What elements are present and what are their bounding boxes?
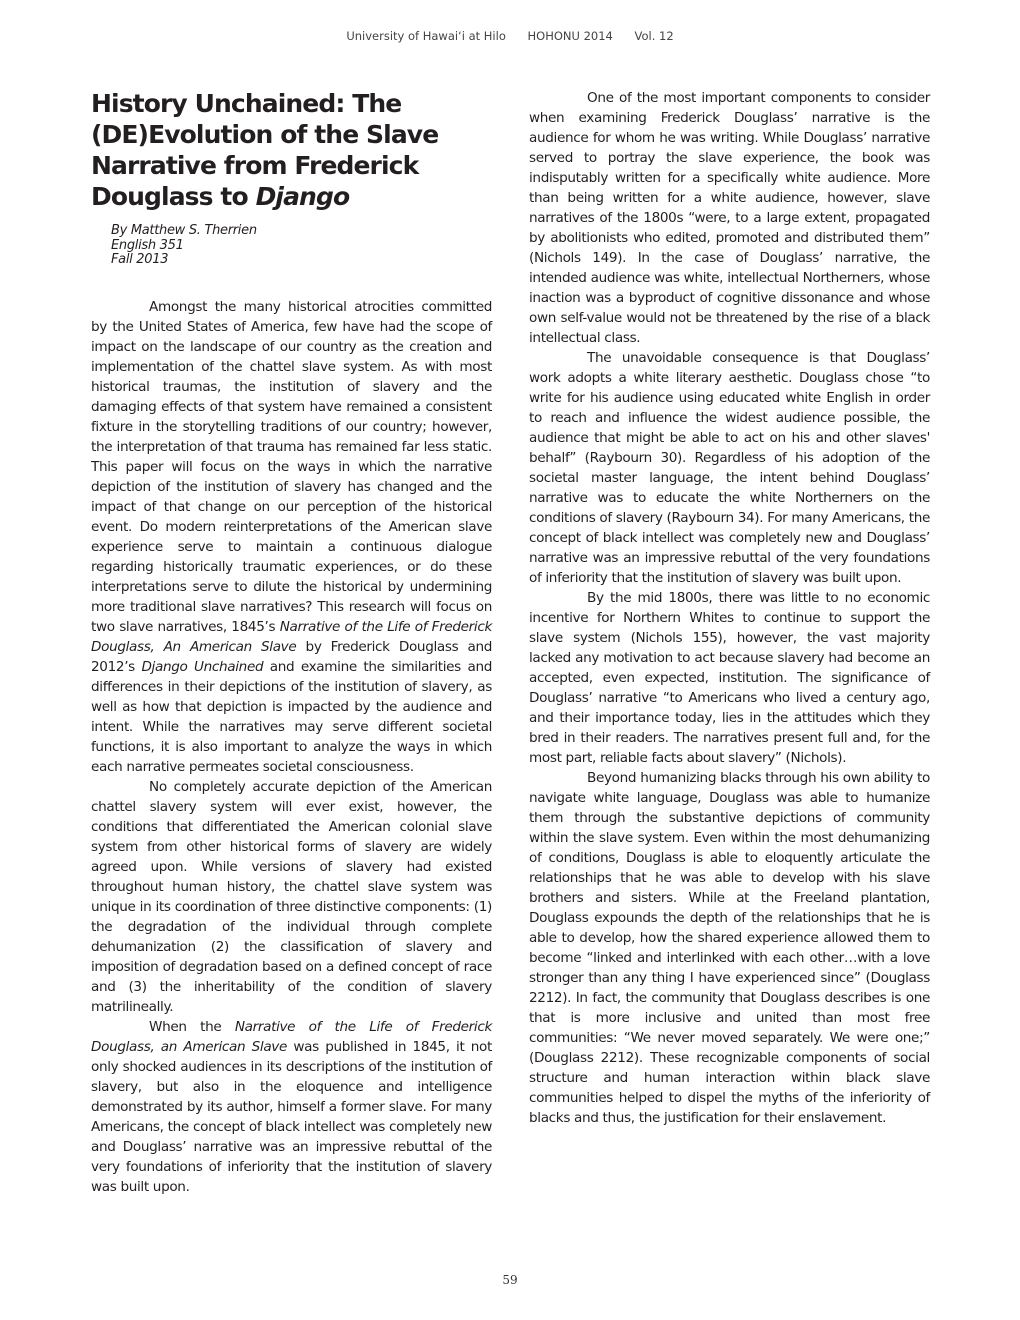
header-institution: University of Hawai‘i at Hilo bbox=[346, 29, 506, 43]
film-title: Django Unchained bbox=[141, 658, 264, 675]
title-line-1: History Unchained: The bbox=[91, 89, 402, 118]
paragraph-chattel-system: No completely accurate depiction of the American chattel slavery system will ever exist, however, the conditions that differentiated the American colonial slave system from other historical forms of slavery are widely agreed upon. While versions of slavery had existed throughout human history, the chattel slave system was unique in its coordination of three distinctive components: (1) the degradation of the individual through complete dehumanization (2) the classification of slavery and imposition of degradation based on a defined concept of race and (3) the inheritability of the condition of slavery matrilineally. bbox=[91, 778, 492, 1015]
byline bbox=[111, 224, 492, 268]
paragraph-intro: Amongst the many historical atrocities committed by the United States of America, few have had the scope of impact on the landscape of our country as the creation and implementation of the chattel slave system. As with most historical traumas, the institution of slavery and the damaging effects of that system have remained a consistent fixture in the storytelling traditions of our country; however, the interpretation of that trauma has remained far less static. This paper will focus on the ways in which the narrative depiction of the institution of slavery has changed and the impact of that change on our perception of the historical event. Do modern reinterpretations of the American slave experience serve to maintain a continuous dialogue regarding historically traumatic experiences, or do these interpretations serve to dilute the historical by undermining more traditional slave narratives? This research will focus on two slave narratives, 1845’s Narrative of the Life of Frederick Douglass, An American Slave by Frederick Douglass and 2012’s Django Unchained and examine the similarities and differences in their depictions of the institution of slavery, as well as how that depiction is impacted by the audience and intent. While the narratives may serve different societal functions, it is also important to analyze the ways in which each narrative permeates societal consciousness. bbox=[91, 298, 493, 775]
right-column bbox=[529, 88, 930, 1128]
left-column bbox=[91, 88, 492, 1197]
header-journal: HOHONU 2014 bbox=[527, 29, 613, 43]
paragraph-audience: One of the most important components to consider when examining Frederick Douglass’ narrative is the audience for whom he was writing. While Douglass’ narrative served to portray the slave experience, the book was indisputably written for a specifically white audience. More than being written for a white audience, however, slave narratives of the 1800s “were, to a large extent, propagated by abolitionists who edited, promoted and distributed them” (Nichols 149). In the case of Douglass’ narrative, the intended audience was white, intellectual Northerners, whose inaction was a byproduct of cognitive dissonance and whose own self-value would not be threatened by the rise of a black intellectual class. bbox=[529, 90, 930, 346]
page-number: 59 bbox=[502, 1273, 518, 1287]
course: English 351 bbox=[111, 237, 184, 253]
title-line-3: Narrative from Frederick bbox=[91, 151, 419, 180]
book-title: Narrative of the Life of Frederick Douglass, An American Slave bbox=[91, 618, 492, 655]
title-django: Django bbox=[255, 182, 350, 211]
book-title: Narrative of the Life of Frederick Douglass, an American Slave bbox=[91, 1018, 492, 1055]
running-header bbox=[0, 29, 1020, 43]
title-line-2: (DE)Evolution of the Slave bbox=[91, 120, 439, 149]
paragraph-economic-incentive: By the mid 1800s, there was little to no economic incentive for Northern Whites to continue to support the slave system (Nichols 155), however, the vast majority lacked any motivation to act because slavery had become an accepted, even expected, institution. The significance of Douglass’ narrative “to Americans who lived a century ago, and their importance today, lies in the attitudes which they bred in their readers. The narratives present full and, for the most part, reliable facts about slavery” (Nichols). bbox=[529, 590, 930, 766]
header-volume: Vol. 12 bbox=[634, 29, 674, 43]
paragraph-literary-aesthetic: The unavoidable consequence is that Douglass’ work adopts a white literary aesthetic. Douglass chose “to write for his audience using educated white English in order to reach and influence the widest audience possible, the audience that might be able to act on his and other slaves' behalf” (Raybourn 30). Regardless of his adoption of the societal master language, the intent behind Douglass’ narrative was to educate the white Northerners on the conditions of slavery (Raybourn 34). For many Americans, the concept of black intellect was completely new and Douglass’ narrative was an impressive rebuttal of the very foundations of inferiority that the institution of slavery was built upon. bbox=[529, 350, 930, 586]
title-line-4: Douglass to bbox=[91, 182, 256, 211]
paragraph-publication: When the Narrative of the Life of Frederick Douglass, an American Slave was published in 1845, it not only shocked audiences in its descriptions of the institution of slavery, but also in the eloquence and intelligence demonstrated by its author, himself a former slave. For many Americans, the concept of black intellect was completely new and Douglass’ narrative was an impressive rebuttal of the very foundations of inferiority that the institution of slavery was built upon. bbox=[91, 1018, 492, 1195]
author: By Matthew S. Therrien bbox=[111, 223, 257, 238]
term: Fall 2013 bbox=[111, 252, 169, 267]
paragraph-community: Beyond humanizing blacks through his own ability to navigate white language, Douglass was able to humanize them through the substantive depictions of community within the slave system. Even within the most dehumanizing of conditions, Douglass is able to eloquently articulate the relationships that he was able to develop with his slave brothers and sisters. While at the Freeland plantation, Douglass expounds the depth of the relationships that he is able to develop, how the shared experience allowed them to become “linked and interlinked with each other…with a love stronger than any thing I have experienced since” (Douglass 2212). In fact, the community that Douglass describes is one that is more inclusive and united than most free communities: “We never moved separately. We were one;” (Douglass 2212). These recognizable components of social structure and human interaction within black slave communities helped to dispel the myths of the inferiority of blacks and thus, the justification for their enslavement. bbox=[529, 770, 930, 1126]
article-title bbox=[91, 88, 492, 212]
